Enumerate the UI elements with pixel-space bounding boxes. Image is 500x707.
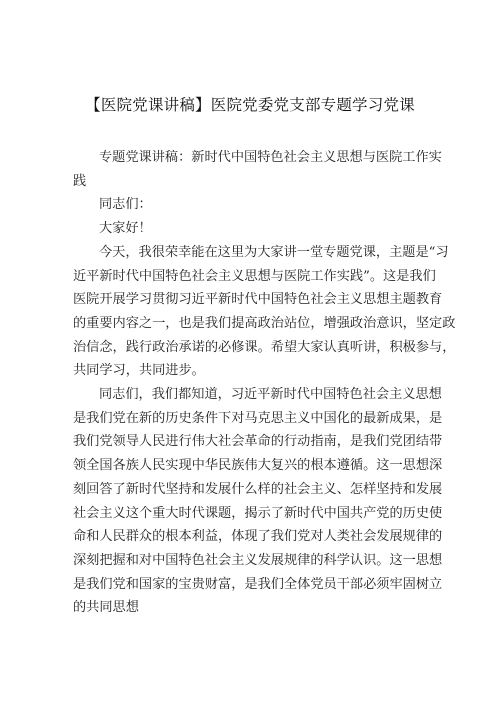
- text-line: 的重要内容之一，也是我们提高政治站位，增强政治意识，坚定政: [73, 315, 456, 331]
- text-line: 同志们：: [99, 197, 152, 213]
- text-line: 命和人民群众的根本利益，体现了我们党对人类社会发展规律的: [73, 529, 443, 545]
- text-line: 同志们，我们都知道，习近平新时代中国特色社会主义思想: [99, 387, 442, 403]
- text-line: 大家好！: [99, 221, 152, 237]
- text-line: 今天，我很荣幸能在这里为大家讲一堂专题党课，主题是“习: [99, 244, 449, 260]
- greeting-paragraph: [73, 217, 435, 241]
- document-body: [73, 146, 456, 620]
- text-line: 医院开展学习贯彻习近平新时代中国特色社会主义思想主题教育: [73, 292, 443, 308]
- text-line: 社会主义这个重大时代课题，揭示了新时代中国共产党的历史使: [73, 505, 443, 521]
- text-line: 专题党课讲稿：新时代中国特色社会主义思想与医院工作实: [99, 150, 442, 165]
- text-line: 是我们党在新的历史条件下对马克思主义中国化的最新成果，是: [73, 410, 443, 426]
- text-line: 深刻把握和对中国特色社会主义发展规律的科学认识。这一思想: [73, 552, 443, 568]
- intro-paragraph: [73, 241, 456, 383]
- text-line: 是我们党和国家的宝贵财富，是我们全体党员干部必须牢固树立: [73, 576, 443, 592]
- body-paragraph: [73, 383, 443, 620]
- text-line: 我们党领导人民进行伟大社会革命的行动指南，是我们党团结带: [73, 434, 443, 450]
- text-line: 的共同思想: [73, 600, 139, 616]
- text-line: 刻回答了新时代坚持和发展什么样的社会主义、怎样坚持和发展: [73, 481, 443, 497]
- document-title: 【医院党课讲稿】医院党委党支部专题学习党课: [85, 96, 415, 114]
- text-line: 治信念，践行政治承诺的必修课。希望大家认真听讲，积极参与，: [73, 339, 456, 355]
- salutation-paragraph: [73, 193, 435, 217]
- subtitle-paragraph: [73, 146, 442, 193]
- text-line: 共同学习，共同进步。: [73, 363, 205, 379]
- text-line: 近平新时代中国特色社会主义思想与医院工作实践”。这是我们: [73, 268, 436, 284]
- text-line: 领全国各族人民实现中华民族伟大复兴的根本遵循。这一思想深: [73, 458, 443, 474]
- text-line: 践: [73, 173, 87, 189]
